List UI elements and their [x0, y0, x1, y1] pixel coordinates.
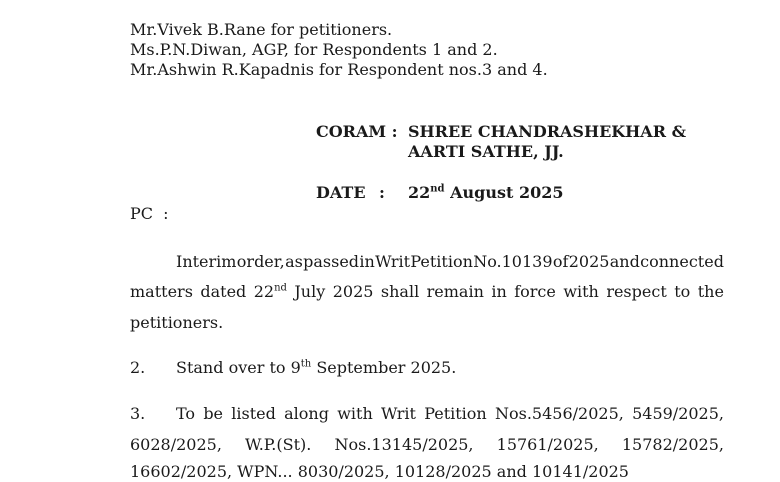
date-day: 22 — [408, 183, 431, 202]
para3-line-1-word: be — [203, 404, 224, 423]
para3-line-1 — [176, 404, 724, 424]
para2-number: 2. — [130, 358, 146, 377]
para1-line-2-word: with — [563, 282, 599, 301]
para3-line-2 — [130, 435, 724, 455]
para1-line-2-word: the — [697, 282, 724, 301]
date-value — [408, 183, 563, 203]
coram-judges-line-2: AARTI SATHE, JJ. — [408, 142, 564, 161]
para3-line-2-word: W.P.(St). — [245, 435, 312, 454]
para1-line-2-date: 22nd — [253, 282, 287, 301]
para2-sup: th — [300, 358, 312, 370]
para1-line-2-sup: nd — [274, 282, 287, 294]
para1-line-1 — [176, 252, 724, 272]
para3-number: 3. — [130, 404, 146, 423]
para3-line-2-word: 15782/2025, — [621, 435, 724, 454]
para1-line-2-word: shall — [380, 282, 420, 301]
pc-label: PC : — [130, 204, 169, 223]
counsel-line-3: Mr.Ashwin R.Kapadnis for Respondent nos.3 and 4. — [130, 60, 548, 79]
para2-text-a: Stand over to 9 — [176, 358, 301, 377]
para1-line-2-word: force — [514, 282, 556, 301]
para1-line-1-word: and — [609, 252, 640, 271]
para1-line-2-word: dated — [200, 282, 247, 301]
para1-line-2 — [130, 282, 724, 302]
para1-line-2-word: remain — [426, 282, 484, 301]
para1-line-2-word: July — [294, 282, 326, 301]
para3-line-1-word: Nos.5456/2025, — [494, 404, 624, 423]
para1-line-2-word: respect — [606, 282, 667, 301]
para1-line-3: petitioners. — [130, 313, 224, 332]
para1-line-1-word: in — [359, 252, 375, 271]
date-month-year: August 2025 — [450, 183, 564, 202]
para1-line-1-word: Petition — [410, 252, 473, 271]
para1-line-1-word: Writ — [375, 252, 411, 271]
para3-line-1-word: Petition — [424, 404, 487, 423]
coram-label: CORAM : — [316, 122, 398, 141]
para1-line-1-word: as — [285, 252, 303, 271]
para3-line-1-word: To — [176, 404, 196, 423]
coram-judges-line-1: SHREE CHANDRASHEKHAR & — [408, 122, 687, 141]
para1-line-1-word: of — [552, 252, 569, 271]
para3-line-1-word: with — [337, 404, 373, 423]
para1-line-1-word: Interim — [176, 252, 237, 271]
para3-line-1-word: listed — [231, 404, 276, 423]
para1-line-2-word: 2025 — [332, 282, 374, 301]
para1-line-2-word: matters — [130, 282, 193, 301]
para3-line-2-word: 6028/2025, — [130, 435, 222, 454]
para1-line-1-word: 2025 — [568, 252, 610, 271]
para2-text — [176, 358, 456, 378]
para3-line-3: 16602/2025, WPN... 8030/2025, 10128/2025 and 10141/2025 — [130, 462, 629, 481]
para3-line-1-word: Writ — [381, 404, 416, 423]
para1-line-1-word: passed — [303, 252, 360, 271]
para2-text-b: September 2025. — [316, 358, 457, 377]
date-day-suffix: nd — [430, 183, 445, 195]
date-label: DATE — [316, 183, 366, 202]
para3-line-2-word: 15761/2025, — [496, 435, 599, 454]
para1-line-1-word: order, — [236, 252, 285, 271]
counsel-line-2: Ms.P.N.Diwan, AGP, for Respondents 1 and 2. — [130, 40, 498, 59]
para3-line-1-word: along — [284, 404, 329, 423]
para1-line-2-word: in — [491, 282, 507, 301]
para3-line-2-word: Nos.13145/2025, — [334, 435, 474, 454]
date-colon: : — [379, 183, 385, 202]
para3-line-1-word: 5459/2025, — [632, 404, 724, 423]
counsel-line-1: Mr.Vivek B.Rane for petitioners. — [130, 20, 393, 39]
para1-line-2-word: to — [674, 282, 691, 301]
para1-line-1-word: No.10139 — [473, 252, 553, 271]
para1-line-1-word: connected — [640, 252, 724, 271]
